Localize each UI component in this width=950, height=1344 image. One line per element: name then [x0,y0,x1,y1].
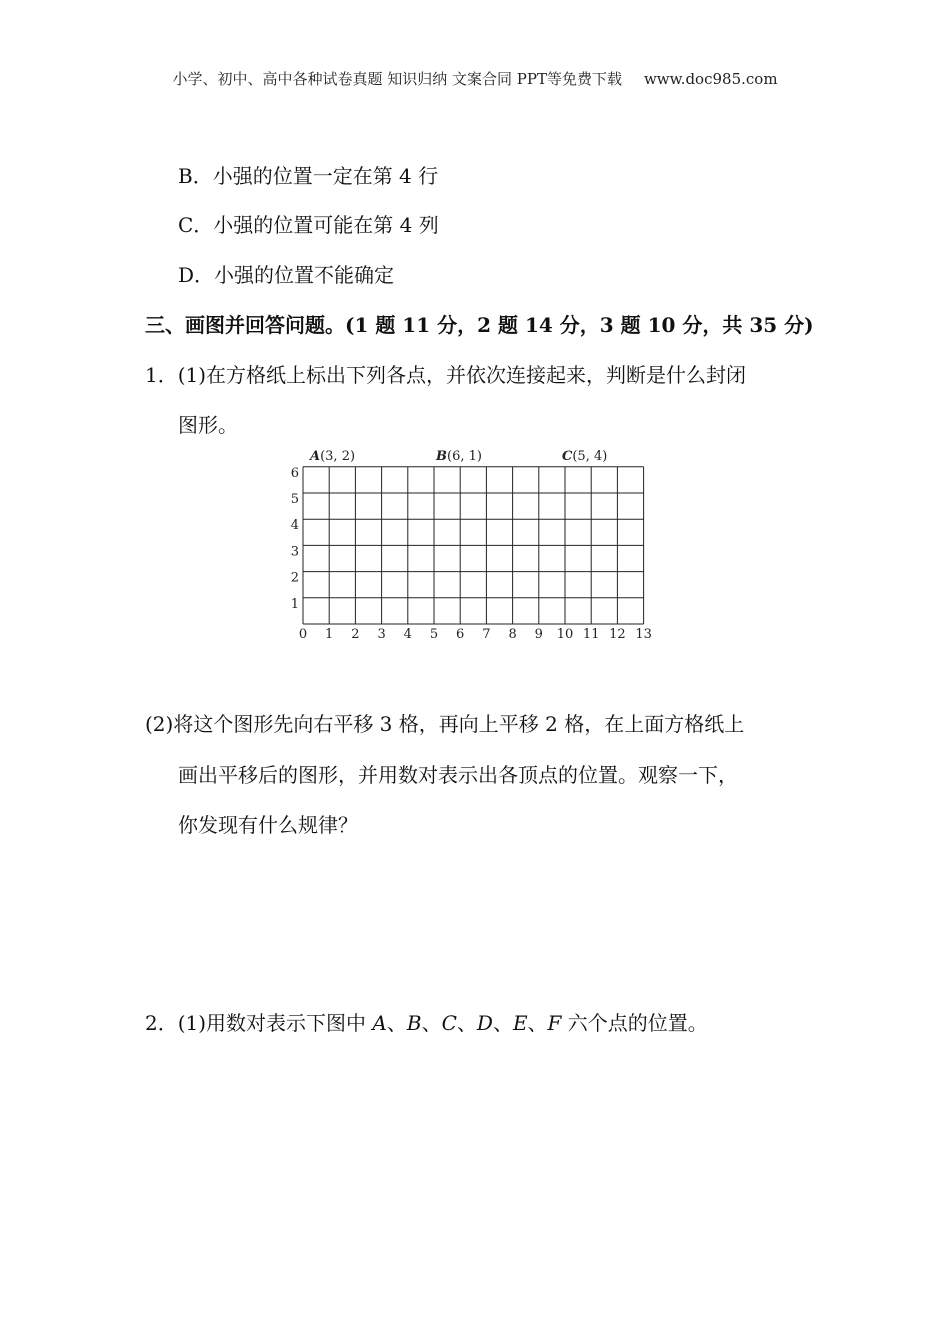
q1-part1-line2: 图形。 [178,413,238,437]
q2-sep: 、 [527,1011,548,1035]
q2-letter-c: C [441,1011,457,1035]
q2-sep: 、 [386,1011,407,1035]
x-axis-labels [299,627,652,642]
option-b: B．小强的位置一定在第 4 行 [178,164,439,188]
x-tick-label: 5 [429,627,439,642]
point-label-b: B(6, 1) [436,449,482,464]
q1-part1-line1: 1．(1)在方格纸上标出下列各点，并依次连接起来，判断是什么封闭 [145,363,747,387]
x-tick-label: 2 [351,627,360,642]
q2-letter-a: A [372,1011,387,1035]
q1-part2-line1: (2)将这个图形先向右平移 3 格，再向上平移 2 格，在上面方格纸上 [145,712,745,736]
y-tick-label: 4 [290,518,299,534]
point-label-c: C(5, 4) [562,449,608,464]
q1-part2-line2: 画出平移后的图形，并用数对表示出各顶点的位置。观察一下， [178,763,738,787]
y-axis-labels [291,466,299,612]
option-c: C．小强的位置可能在第 4 列 [178,213,439,237]
q2-sep: 、 [456,1011,477,1035]
y-tick-label: 6 [290,465,299,481]
q2-letter-d: D [476,1011,493,1035]
coordinate-grid [280,440,670,650]
q2-prefix: 2．(1)用数对表示下图中 [145,1011,373,1035]
grid-lines [303,467,644,624]
q2-letter-e: E [512,1011,528,1035]
y-tick-label: 3 [290,544,299,560]
x-tick-label: 6 [456,627,465,642]
q2-sep: 、 [421,1011,442,1035]
q2-letter-f: F [547,1011,562,1035]
x-tick-label: 12 [609,627,626,642]
q2-line [145,1009,708,1037]
y-tick-label: 5 [290,492,299,507]
header-text: 小学、初中、高中各种试卷真题 知识归纳 文案合同 PPT等免费下载 [172,70,622,88]
x-tick-label: 13 [635,627,652,642]
header-url: www.doc985.com [643,70,778,88]
x-tick-label: 9 [534,627,543,642]
x-tick-label: 0 [298,627,308,642]
y-tick-label: 1 [290,596,299,612]
q1-part2-line3: 你发现有什么规律？ [178,813,358,837]
point-labels [308,449,607,464]
x-tick-label: 4 [403,627,412,642]
section-title: 三、画图并回答问题。(1 题 11 分，2 题 14 分，3 题 10 分，共 35 分) [145,313,814,337]
x-tick-label: 10 [556,627,574,642]
point-label-a: A(3, 2) [310,449,356,464]
x-tick-label: 7 [482,627,491,642]
q2-suffix: 六个点的位置。 [561,1011,708,1035]
x-tick-label: 8 [508,627,517,642]
x-tick-label: 3 [377,627,386,642]
x-tick-label: 11 [582,627,600,642]
y-tick-label: 2 [290,570,299,586]
page-header [0,68,950,89]
option-d: D．小强的位置不能确定 [178,263,395,287]
q2-letter-b: B [406,1011,422,1035]
x-tick-label: 1 [325,627,334,642]
q2-sep: 、 [492,1011,513,1035]
